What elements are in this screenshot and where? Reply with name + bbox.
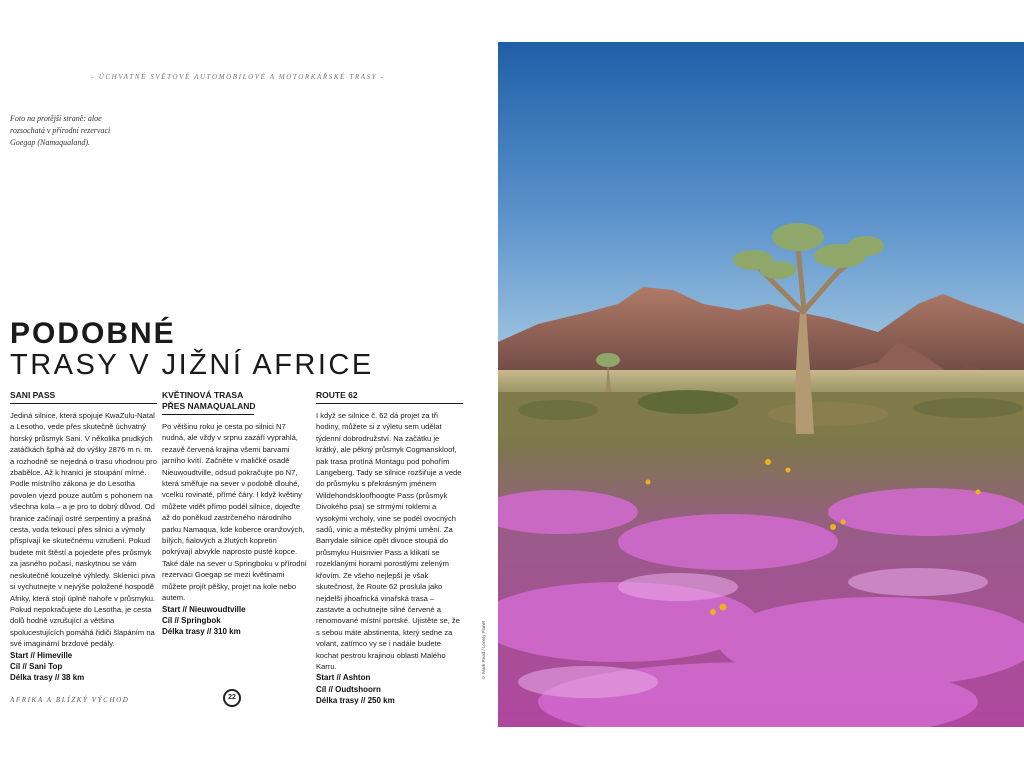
section-footer: AFRIKA A BLÍZKÝ VÝCHOD	[10, 696, 130, 704]
column-body	[316, 410, 463, 707]
column-route-62	[316, 390, 463, 707]
landscape-photo	[498, 42, 1024, 727]
route-start: Start // Ashton	[316, 673, 371, 683]
route-length: Délka trasy // 250 km	[316, 696, 395, 706]
route-start: Start // Himeville	[10, 650, 73, 660]
headline-line-1: PODOBNÉ	[10, 317, 176, 350]
route-end: Cíl // Oudtshoorn	[316, 684, 381, 694]
route-end: Cíl // Springbok	[162, 615, 221, 625]
column-heading-line: SANI PASS	[10, 390, 56, 400]
route-end: Cíl // Sani Top	[10, 661, 63, 671]
column-heading-rule	[162, 414, 254, 415]
column-heading	[316, 390, 463, 401]
column-heading	[162, 390, 309, 412]
route-length: Délka trasy // 310 km	[162, 627, 241, 637]
headline-line-2: TRASY V JIŽNÍ AFRICE	[10, 349, 374, 381]
column-heading-line: ROUTE 62	[316, 390, 358, 400]
route-facts	[316, 672, 463, 706]
column-heading-line: PŘES NAMAQUALAND	[162, 401, 256, 411]
column-body-text: I když se silnice č. 62 dá projet za tři hodiny, můžete si z výletu sem udělat týdenní dobrodružství. Na začátku je krátký, ale pěkný průsmyk Cogmanskloof, pak trasa protíná Montagu pod pohořím Langeberg. Tady se silnice rozšiřuje a vede do průsmyku s překrásným jménem Wildehondskloofhoogte Pass (průsmyk Divokého psa) se strmými roklemi a vysokými vrcholy, vine se podél ovocných sadů, vinic a městečky plnými umění. Za Barrydale silnice opět divoce stoupá do průsmyku Huisrivier Pass a klikatí se rozeklanými horami porostlými zeleným křovím. Ze všeho nejlepší je však skutečnost, že Route 62 proslula jako nejdelší jihoafrická vinařská trasa – zastavte a ochutnejte silné červené a renomované místní portské. Ujistěte se, že s sebou máte abstinenta, který sedne za volant, zatímco vy se i nadále budete kochat pestrou krajinou oblasti Malého Karru.	[316, 411, 462, 671]
column-body-text: Po většinu roku je cesta po silnici N7 nudná, ale vždy v srpnu zazáří vyprahlá, rezavě červená krajina všemi barvami jarního kvítí. Začněte v maličké osadě Nieuwoudtville, odsud pokračujte po N7, která směřuje na sever v podobě dlouhé, vcelku rovinaté, přímé čáry. I když květiny můžete vidět přímo podél silnice, dojeďte až do poněkud zastrčeného národního parku Namaqua, kde koberce oranžových, bílých, fialových a žlutých kopretin pokrývají abvykle naprosto pusté kopce. Také dále na sever u Springboku v přírodní rezervaci Goegap se mezi květinami můžete projít pěšky, projet na kole nebo autem.	[162, 422, 307, 603]
photo-caption: Foto na protější straně: aloe rozsochatá v přírodní rezervaci Goegap (Namaqualand).	[10, 114, 111, 147]
photo-credit: © Mark Read / Lonely Planet	[481, 620, 486, 680]
route-start: Start // Nieuwoudtville	[162, 604, 246, 614]
column-body	[162, 421, 309, 638]
column-heading-rule	[10, 403, 157, 404]
column-heading	[10, 390, 157, 401]
route-facts	[162, 604, 309, 638]
column-sani-pass	[10, 390, 157, 684]
column-heading-rule	[316, 403, 463, 404]
quiver-tree-landscape-image	[498, 42, 1024, 727]
column-namaqualand	[162, 390, 309, 638]
route-facts	[10, 650, 157, 684]
route-length: Délka trasy // 38 km	[10, 673, 85, 683]
running-head: - ÚCHVATNÉ SVĚTOVÉ AUTOMOBILOVÉ A MOTORKÁŘSKÉ TRASY -	[91, 73, 385, 81]
column-heading-line: KVĚTINOVÁ TRASA	[162, 390, 244, 400]
column-body	[10, 410, 157, 684]
page-number-badge: 22	[223, 689, 241, 707]
column-body-text: Jediná silnice, která spojuje KwaZulu-Natal a Lesotho, vede přes skutečně úchvatný horský průsmyk Sani. V několika prudkých zatáčkách šplhá až do výšky 2876 m n. m. a rozhodně se nejedná o trasu vhodnou pro zbabělce. Až k hranici je stoupání mírné. Podle místního zákona je do Lesotha povolen vjezd pouze autům s pohonem na všechna kola – a je pro to dobrý důvod. Od hranice začínají ostré serpentiny a prašná cesta, voda tekoucí přes silnici a výmoly přispívají ke skutečnému vzrušení. Pokud budete mít štěstí a pojedete přes průsmyk za jasného počasí, naskytnou se vám neskutečně kouzelné výhledy. Sklenici piva si vychutnejte v nejvýše položené hospodě Afriky, která stojí úplně nahoře v průsmyku. Pokud nepokračujete do Lesotha, je cesta dolů hodně vzrušující a většina spolucestujících pomáhá řidiči šlapáním na své imaginární brzdové pedály.	[10, 411, 157, 649]
